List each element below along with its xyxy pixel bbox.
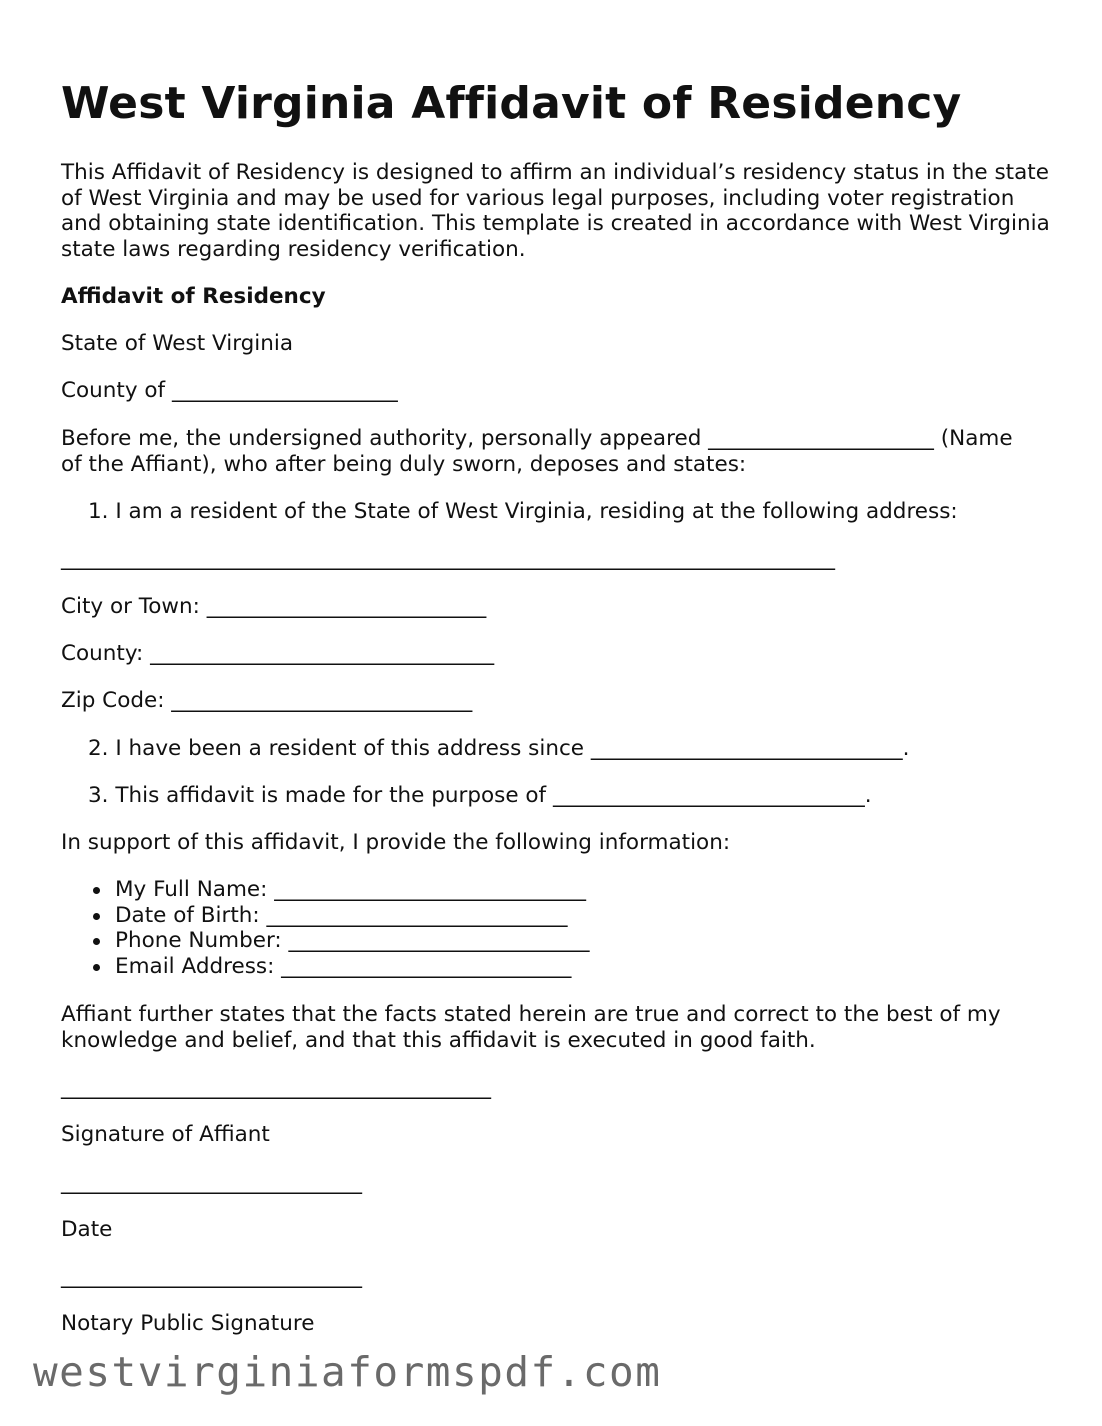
date-label: Date [61,1217,113,1242]
intro-paragraph: This Affidavit of Residency is designed to affirm an individual’s residency status in the state of West Virginia and may be used for various legal purposes, including voter registration and obtaining state identification. This template is created in accordance with West Virginia state laws regarding residency verification. [61,160,1050,262]
appearance-line-2: of the Affiant), who after being duly sworn, deposes and states: [61,452,747,477]
notary-line: ____________________________ [61,1264,362,1289]
form-heading: Affidavit of Residency [61,284,326,309]
item-1: 1. I am a resident of the State of West Virginia, residing at the following address: [88,499,958,524]
list-item: Date of Birth: ____________________________ [61,903,590,929]
closing-line-1: Affiant further states that the facts stated herein are true and correct to the best of my [61,1002,1001,1027]
signature-line: ________________________________________ [61,1075,491,1100]
closing-line-2: knowledge and belief, and that this affidavit is executed in good faith. [61,1028,816,1053]
signature-label: Signature of Affiant [61,1122,270,1147]
document-title: West Virginia Affidavit of Residency [61,78,962,129]
zip-line: Zip Code: ____________________________ [61,688,473,713]
address-line: ________________________________________________________________________ [61,546,835,571]
list-item: My Full Name: _____________________________ [61,877,590,903]
notary-label: Notary Public Signature [61,1311,315,1336]
city-line: City or Town: __________________________ [61,594,487,619]
state-line: State of West Virginia [61,331,294,356]
county-line: County of _____________________ [61,378,398,403]
county-field: County: ________________________________ [61,641,495,666]
watermark: westvirginiaformspdf.com [33,1348,662,1396]
date-line: ____________________________ [61,1170,362,1195]
appearance-line-1: Before me, the undersigned authority, personally appeared _____________________ (Name [61,426,1013,451]
info-list [61,877,590,980]
item-2: 2. I have been a resident of this address since _____________________________. [88,736,910,761]
list-item: Email Address: ___________________________ [61,954,590,980]
item-3: 3. This affidavit is made for the purpose of _____________________________. [88,783,872,808]
list-item: Phone Number: ____________________________ [61,928,590,954]
support-line: In support of this affidavit, I provide the following information: [61,830,731,855]
